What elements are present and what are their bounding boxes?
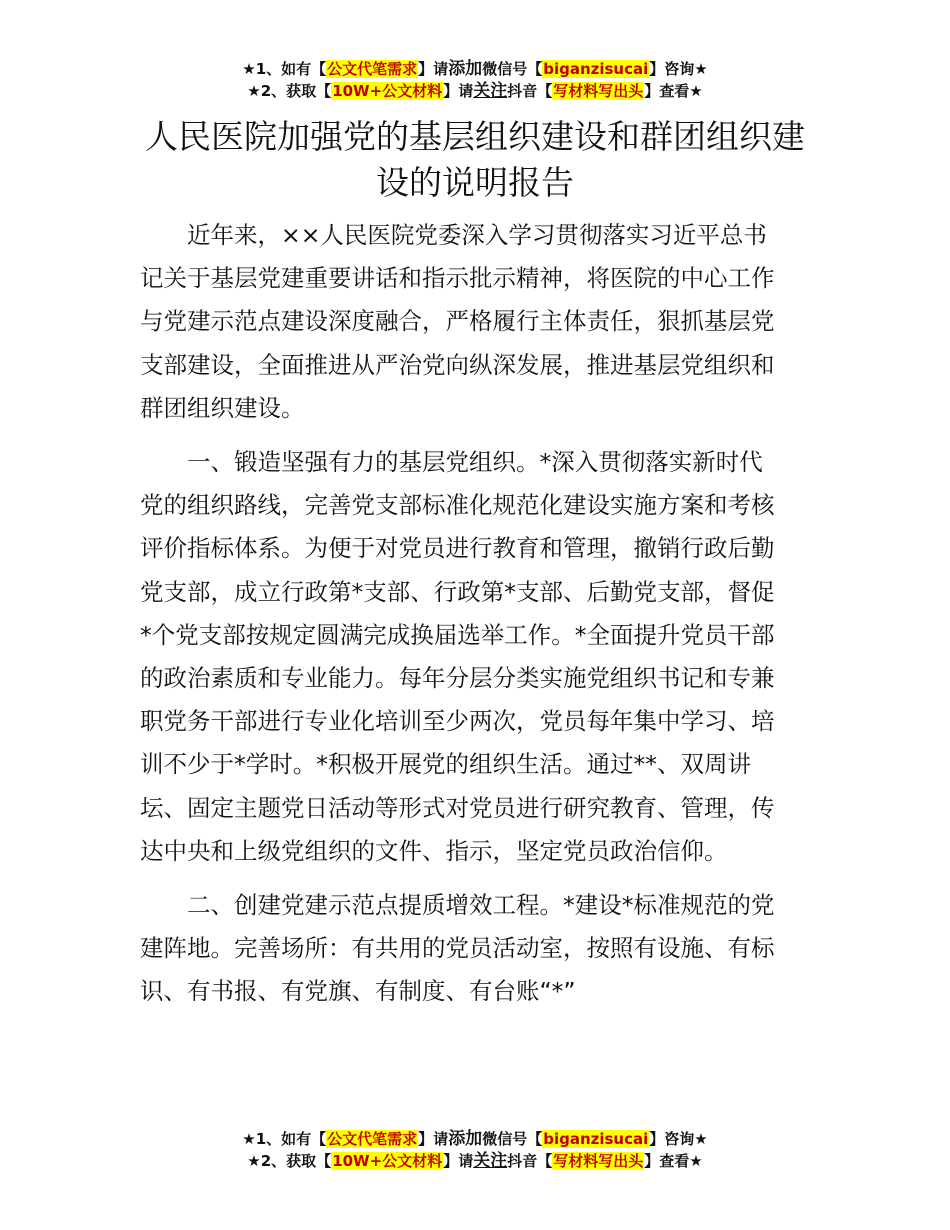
text-line: *个党支部按规定圆满完成换届选举工作。*全面提升党员干部	[140, 620, 775, 649]
promo-emphasis: 关注	[473, 81, 508, 101]
promo-emphasis: 添加	[448, 59, 483, 79]
paragraph-section-1	[140, 441, 812, 873]
text-line: 支部建设，全面推进从严治党向纵深发展，推进基层党组织和	[140, 350, 775, 379]
promo-text: 抖音【	[507, 82, 553, 100]
promo-highlight-service: 公文代笔需求	[327, 60, 418, 78]
promo-text: 】请	[443, 82, 474, 100]
promo-highlight-douyin: 写材料写出头	[553, 82, 644, 100]
promo-text: 】查看★	[644, 82, 703, 100]
paragraph-section-2	[140, 884, 812, 1014]
promo-text: 微信号【	[482, 1130, 543, 1148]
text-line: 训不少于*学时。*积极开展党的组织生活。通过**、双周讲	[140, 750, 751, 779]
title-line: 人民医院加强党的基层组织建设和群团组织建	[145, 117, 805, 156]
promo-text: ★1、如有【	[242, 60, 327, 78]
promo-text: ★1、如有【	[242, 1130, 327, 1148]
promo-highlight-wechat-id: biganzisucai	[543, 60, 649, 78]
text-line: 与党建示范点建设深度融合，严格履行主体责任，狠抓基层党	[140, 307, 775, 336]
top-promo-banner	[0, 58, 950, 102]
text-line: 建阵地。完善场所：有共用的党员活动室，按照有设施、有标	[140, 934, 775, 963]
document-title	[140, 114, 810, 206]
promo-text: 】请	[418, 60, 449, 78]
promo-text: 】查看★	[644, 1152, 703, 1170]
promo-line-1	[0, 1128, 950, 1150]
promo-text: ★2、获取【	[247, 1152, 332, 1170]
title-line: 设的说明报告	[376, 163, 574, 202]
promo-line-1	[0, 58, 950, 80]
text-line: 达中央和上级党组织的文件、指示，坚定党员政治信仰。	[140, 836, 728, 865]
promo-text: 】请	[443, 1152, 474, 1170]
text-line: 识、有书报、有党旗、有制度、有台账“*”	[140, 977, 576, 1006]
text-line: 党的组织路线，完善党支部标准化规范化建设实施方案和考核	[140, 491, 775, 520]
promo-text: 】请	[418, 1130, 449, 1148]
text-line: 的政治素质和专业能力。每年分层分类实施党组织书记和专兼	[140, 664, 775, 693]
promo-highlight-service: 公文代笔需求	[327, 1130, 418, 1148]
promo-highlight-materials: 10W+公文材料	[332, 1152, 443, 1170]
text-line: 一、锻造坚强有力的基层党组织。*深入贯彻落实新时代	[187, 448, 763, 477]
bottom-promo-banner	[0, 1128, 950, 1172]
text-line: 职党务干部进行专业化培训至少两次，党员每年集中学习、培	[140, 707, 775, 736]
promo-line-2	[0, 1150, 950, 1172]
promo-emphasis: 添加	[448, 1129, 483, 1149]
promo-text: 】咨询★	[649, 60, 708, 78]
text-line: 群团组织建设。	[140, 393, 305, 422]
promo-text: 微信号【	[482, 60, 543, 78]
text-line: 党支部，成立行政第*支部、行政第*支部、后勤党支部，督促	[140, 577, 775, 606]
text-line: 记关于基层党建重要讲话和指示批示精神，将医院的中心工作	[140, 264, 775, 293]
text-line: 评价指标体系。为便于对党员进行教育和管理，撤销行政后勤	[140, 534, 775, 563]
text-line: 二、创建党建示范点提质增效工程。*建设*标准规范的党	[187, 891, 775, 920]
promo-highlight-materials: 10W+公文材料	[332, 82, 443, 100]
promo-text: ★2、获取【	[247, 82, 332, 100]
paragraph-intro	[140, 214, 812, 430]
promo-line-2	[0, 80, 950, 102]
promo-text: 抖音【	[507, 1152, 553, 1170]
document-body	[140, 214, 812, 1025]
promo-text: 】咨询★	[649, 1130, 708, 1148]
promo-highlight-douyin: 写材料写出头	[553, 1152, 644, 1170]
promo-highlight-wechat-id: biganzisucai	[543, 1130, 649, 1148]
promo-emphasis: 关注	[473, 1151, 508, 1171]
text-line: 坛、固定主题党日活动等形式对党员进行研究教育、管理，传	[140, 793, 775, 822]
text-line: 近年来，××人民医院党委深入学习贯彻落实习近平总书	[187, 221, 767, 249]
